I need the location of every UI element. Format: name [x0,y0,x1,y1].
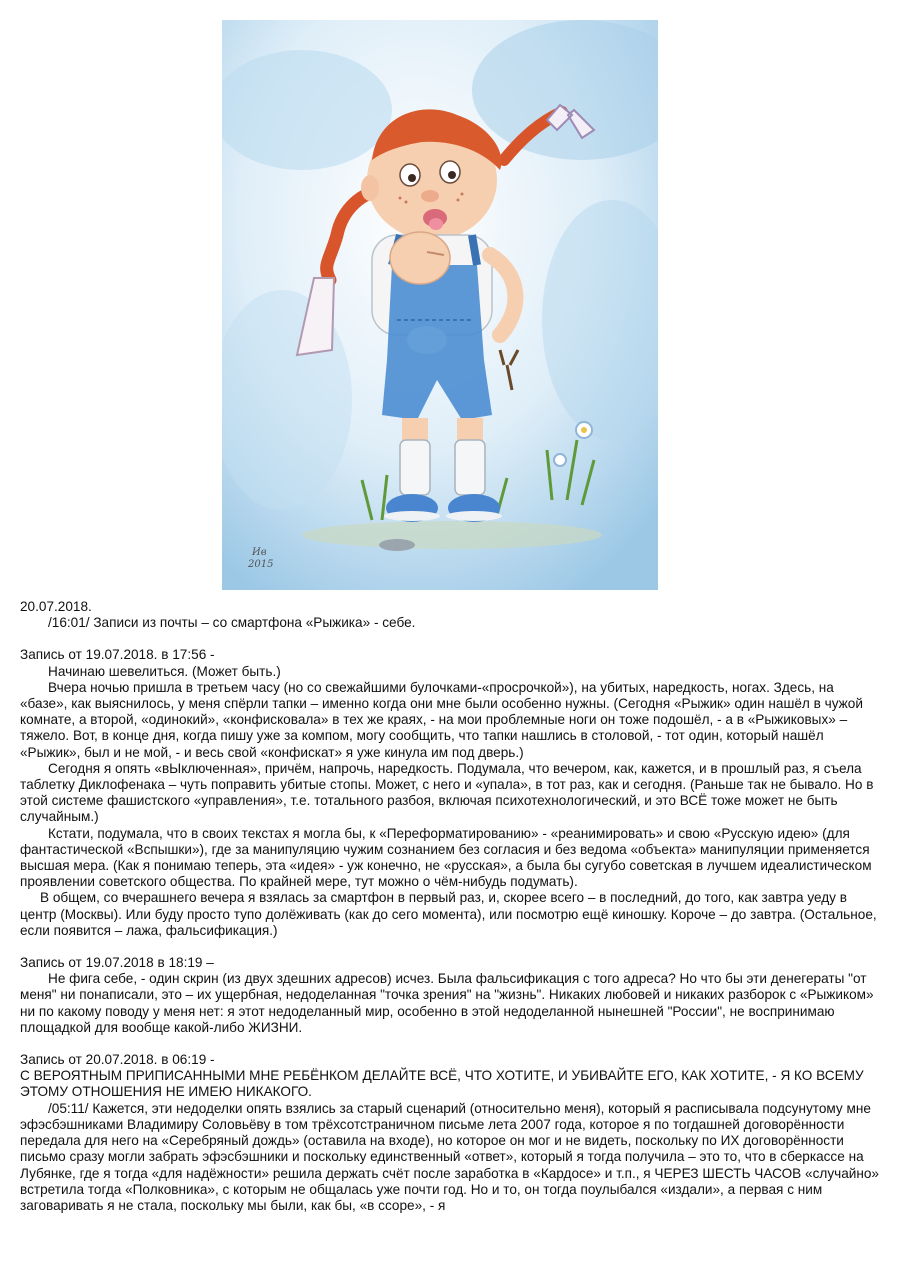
entry2-paragraph: Не фига себе, - один скрин (из двух здешних адресов) исчез. Была фальсификация с того адреса? Но что бы эти денегераты "от меня" ни понаписали, это – их ущербная, недоделанная "точка зрения" на "жизнь". Никаких любовей и никаких разборок с «Рыжиком» ни по какому поводу у меня нет: я этот недоделанный мир, особенно в этой недоделанной нынешней "России", не воспринимаю площадкой для вообще какой-либо ЖИЗНИ. [20,971,874,1035]
girl-painting-image [222,20,658,590]
painting-year: 2015 [248,559,274,570]
entry1-paragraph: Вчера ночью пришла в третьем часу (но со свежайшими булочками-«просрочкой»), на убитых, наредкость, ногах. Здесь, на «базе», как выяснилось, у меня спёрли тапки – именно когда они мне были особенно нужны. (Сегодня «Рыжик» один нашёл в чужой комнате, а второй, «одинокий», «конфисковала» в тех же краях, - на мои проблемные ноги он тоже подошёл, - а в «Рыжиковых» – тяжело. Вот, в конце дня, когда пишу уже за компом, могу сообщить, что тапки нашлись в столовой, - тот один, который нашёл «Рыжик», был и не мой, - и весь свой «конфискат» я уже кинула им под дверь.) [20,679,863,760]
entry1-paragraph: Сегодня я опять «вЫключенная», причём, напрочь, наредкость. Подумала, что вечером, как, кажется, и в прошлый раз, я съела таблетку Диклофенака – чуть поправить убитые стопы. Может, с него и «упала», в тот раз, как и сегодня. (Раньше так не бывало. Но в этой системе фашистского «управления», т.е. тотального разбоя, включая психотехнологический, и это ВСЁ тоже может не быть случайным.) [20,760,874,825]
entry2-header: Запись от 19.07.2018 в 18:19 – [20,955,214,971]
watercolor-illustration [222,20,658,590]
pointing-hand-icon [390,232,450,284]
entry3-caps-statement: С ВЕРОЯТНЫМ ПРИПИСАННЫМИ МНЕ РЕБЁНКОМ ДЕЛАЙТЕ ВСЁ, ЧТО ХОТИТЕ, И УБИВАЙТЕ ЕГО, КАК ХОТИТЕ, - Я КО ВСЕМУ ЭТОМУ ОТНОШЕНИЯ НЕ ИМЕЮ НИКАКОГО. [20,1068,864,1100]
date-heading: 20.07.2018. [20,599,92,614]
intro-line: /16:01/ Записи из почты – со смартфона «Рыжика» - себе. [48,615,416,631]
entry1-paragraph: Начинаю шевелиться. (Может быть.) [48,663,281,679]
entry1-header: Запись от 19.07.2018. в 17:56 - [20,647,215,663]
signature: Ив [252,547,267,558]
document-text [20,599,882,1214]
entry3-header: Запись от 20.07.2018. в 06:19 - [20,1052,215,1068]
entry1-paragraph: Кстати, подумала, что в своих текстах я могла бы, к «Переформатированию» - «реанимировать» и свою «Русскую идею» (для фантастической «Вспышки»), где за манипуляцию чужим сознанием без согласия и без ведома «объекта» манипуляции применяется высшая мера. (Как я понимаю теперь, эта «идея» - уж конечно, не «русская», а была бы сугубо советская в лучшем идеалистическом проявлении советского общества. По крайней мере, тут можно о чём-нибудь подумать). [20,825,872,890]
entry1-paragraph: В общем, со вчерашнего вечера я взялась за смартфон в первый раз, и, скорее всего – в последний, до того, как завтра уеду в центр (Москвы). Или буду просто тупо долёживать (как до сего момента), или посмотрю ещё киношку. Короче – до завтра. (Остальное, если появится – лажа, фальсификация.) [20,890,877,938]
entry3-paragraph: /05:11/ Кажется, эти недоделки опять взялись за старый сценарий (относительно меня), который я расписывала подсунутому мне эфэсбэшниками Владимиру Соловьёву в том трёхсотстраничном письме лета 2007 года, которое я по тогдашней договорённости передала для него на «Серебряный дождь» (оставила на входе), но которое он мог и не видеть, поскольку по ИХ договорённости письмо сразу могли забрать эфэсбэшники и поскольку единственный «ответ», который я тогда получила – это то, что в сберкассе на Лубянке, где я тогда «для надёжности» решила держать счёт после заработка в «Кардосе» и т.п., я ЧЕРЕЗ ШЕСТЬ ЧАСОВ «случайно» встретила тогда «Полковника», с которым не общалась уже почти год. Но и то, он тогда поулыбался «издали», а первая с ним заговаривать я не стала, поскольку мы были, как бы, «в ссоре», - я [20,1100,879,1213]
